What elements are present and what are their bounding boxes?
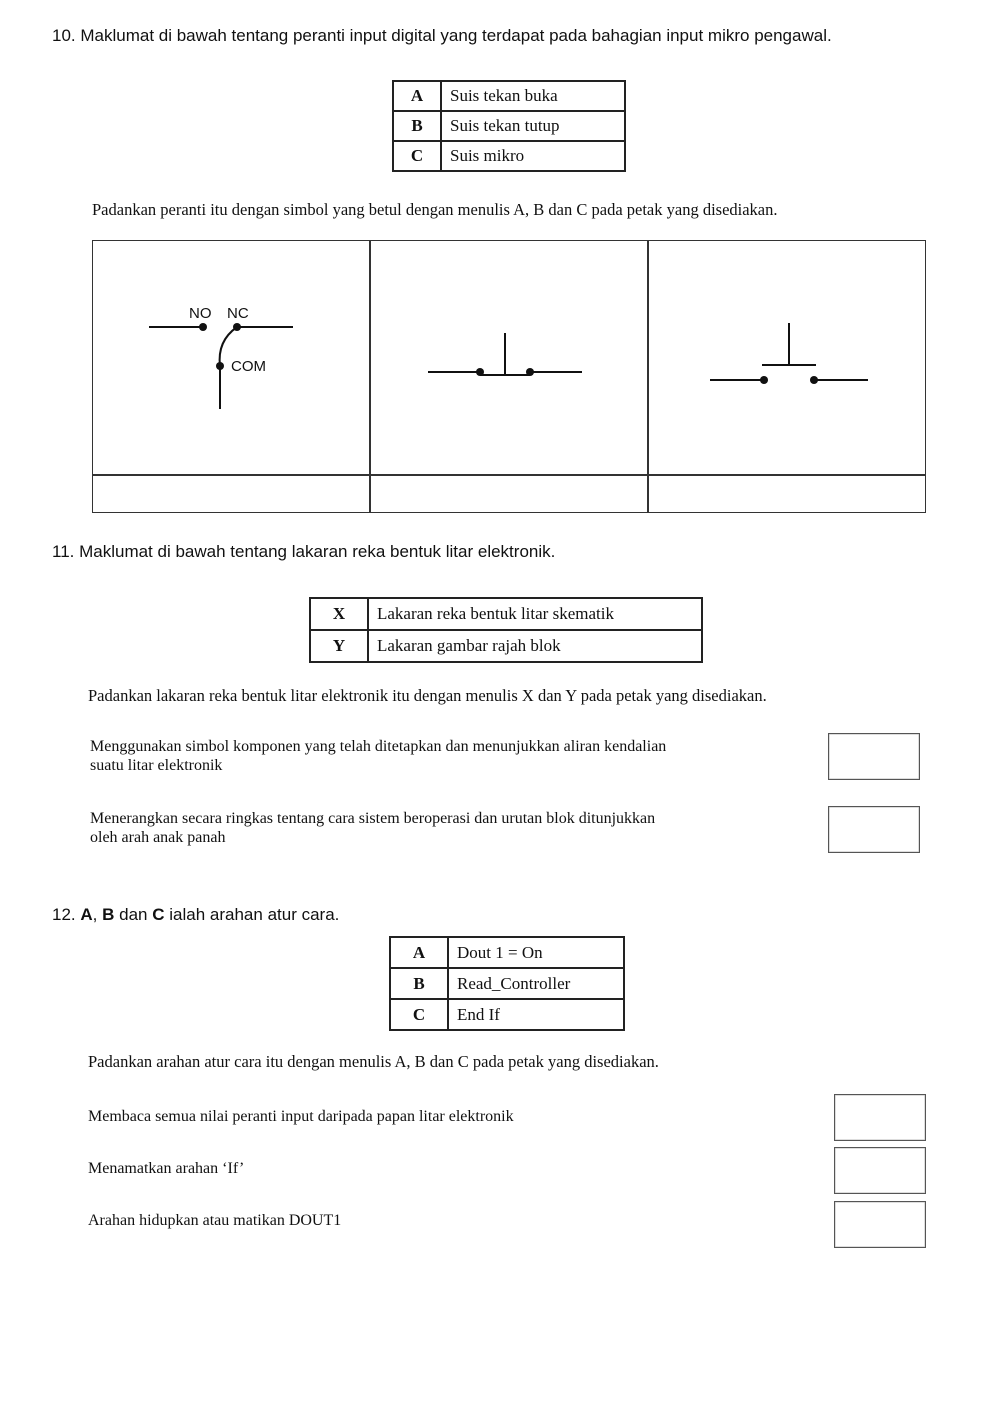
q12-answer-box-2[interactable] <box>834 1147 926 1194</box>
table-row <box>310 630 702 662</box>
q11-statement-1 <box>90 737 666 775</box>
table-row <box>390 968 624 999</box>
q12-answer-box-1[interactable] <box>834 1094 926 1141</box>
statement-line: Menerangkan secara ringkas tentang cara sistem beroperasi dan urutan blok ditunjukkan <box>90 810 656 827</box>
q11-sketch-table <box>309 597 703 663</box>
row-text: Suis tekan buka <box>441 81 625 111</box>
row-text: Lakaran reka bentuk litar skematik <box>368 598 702 630</box>
row-text: Lakaran gambar rajah blok <box>368 630 702 662</box>
q12-instruction: Padankan arahan atur cara itu dengan menulis A, B dan C pada petak yang disediakan. <box>88 1052 659 1071</box>
grid-divider <box>93 474 925 476</box>
table-row <box>310 598 702 630</box>
row-letter: X <box>310 598 368 630</box>
table-row <box>393 141 625 171</box>
row-letter: C <box>390 999 448 1030</box>
statement-line: Menggunakan simbol komponen yang telah ditetapkan dan menunjukkan aliran kendalian <box>90 738 667 755</box>
q11-answer-box-1[interactable] <box>828 733 920 780</box>
q12-letter-a: A <box>80 905 93 924</box>
row-letter: B <box>393 111 441 141</box>
table-row <box>390 999 624 1030</box>
answer-cell-3[interactable] <box>648 477 926 513</box>
q12-comma: , <box>92 905 98 924</box>
q12-number: 12. <box>52 905 76 924</box>
answer-cell-2[interactable] <box>370 477 646 513</box>
q10-symbol-grid <box>92 240 926 513</box>
row-text: Dout 1 = On <box>448 937 624 968</box>
q10-device-table <box>392 80 626 172</box>
q12-statement-1: Membaca semua nilai peranti input daripada papan litar elektronik <box>88 1108 514 1125</box>
no-label: NO <box>189 305 212 322</box>
row-text: Suis tekan tutup <box>441 111 625 141</box>
q12-statement-3: Arahan hidupkan atau matikan DOUT1 <box>88 1212 342 1229</box>
row-text: Read_Controller <box>448 968 624 999</box>
row-letter: A <box>390 937 448 968</box>
q12-dan: dan <box>119 905 148 924</box>
answer-cell-1[interactable] <box>93 477 369 513</box>
table-row <box>393 111 625 141</box>
row-text: End If <box>448 999 624 1030</box>
row-letter: C <box>393 141 441 171</box>
push-switch-open-symbol <box>648 241 926 474</box>
q11-answer-box-2[interactable] <box>828 806 920 853</box>
q12-letter-c: C <box>152 905 165 924</box>
q10-heading: 10. Maklumat di bawah tentang peranti input digital yang terdapat pada bahagian input mikro pengawal. <box>52 26 832 45</box>
q12-heading-rest: ialah arahan atur cara. <box>169 905 340 924</box>
q12-program-table <box>389 936 625 1031</box>
row-text: Suis mikro <box>441 141 625 171</box>
row-letter: Y <box>310 630 368 662</box>
q12-answer-box-3[interactable] <box>834 1201 926 1248</box>
micro-switch-symbol <box>93 241 369 474</box>
statement-line: suatu litar elektronik <box>90 757 223 774</box>
row-letter: A <box>393 81 441 111</box>
row-letter: B <box>390 968 448 999</box>
q11-heading: 11. Maklumat di bawah tentang lakaran reka bentuk litar elektronik. <box>52 542 556 561</box>
q12-heading <box>52 905 339 925</box>
q10-instruction: Padankan peranti itu dengan simbol yang betul dengan menulis A, B dan C pada petak yang disediakan. <box>92 200 778 219</box>
q12-statement-2: Menamatkan arahan ‘If’ <box>88 1160 245 1177</box>
q11-statement-2 <box>90 809 655 847</box>
statement-line: oleh arah anak panah <box>90 829 226 846</box>
table-row <box>390 937 624 968</box>
push-switch-closed-symbol <box>370 241 646 474</box>
table-row <box>393 81 625 111</box>
com-label: COM <box>231 358 266 375</box>
nc-label: NC <box>227 305 249 322</box>
q12-letter-b: B <box>102 905 115 924</box>
q11-instruction: Padankan lakaran reka bentuk litar elektronik itu dengan menulis X dan Y pada petak yang disediakan. <box>88 686 767 705</box>
